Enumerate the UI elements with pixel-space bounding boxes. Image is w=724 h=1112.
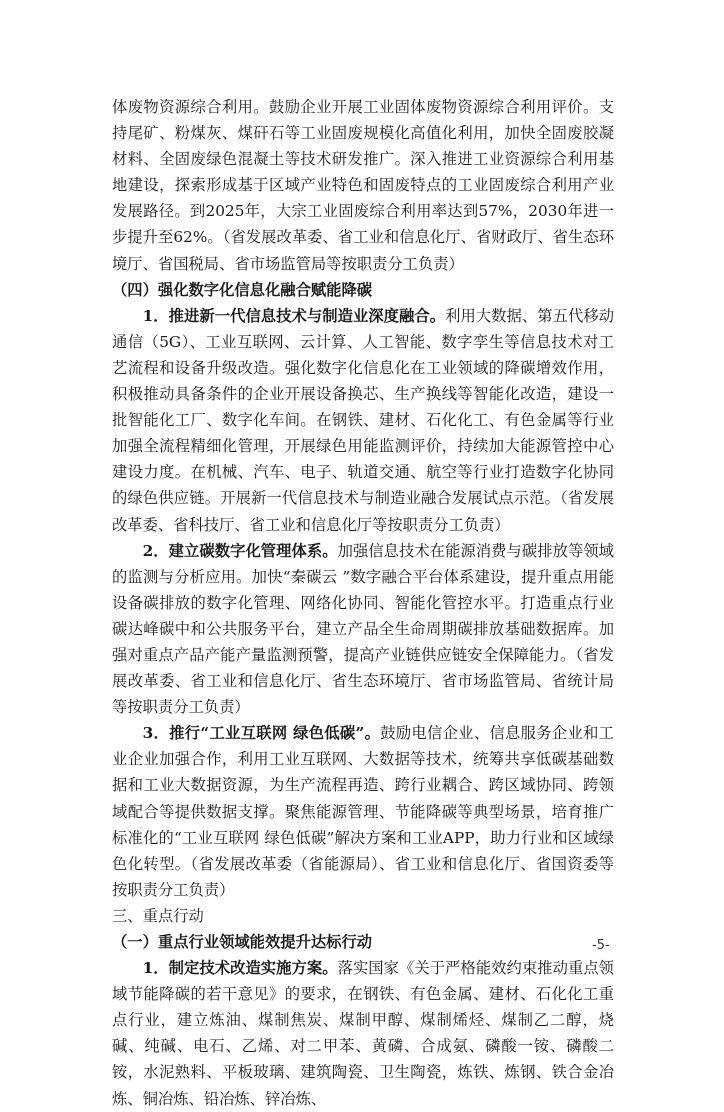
item-3-paragraph [112,720,614,903]
item-3-lead: 3．推行“工业互联网 绿色低碳”。 [142,724,381,743]
item-2-text: 加强信息技术在能源消费与碳排放等领域的监测与分析应用。加快“秦碳云 ”数字融合平台体系建设，提升重点用能设备碳排放的数字化管理、网络化协同、智能化管控水平。打造重点行业碳达峰碳中和公共服务平台，建立产品全生命周期碳排放基础数据库。加强对重点产品产能产量监测预警，提高产业链供应链安全保障能力。（省发展改革委、省工业和信息化厅、省生态环境厅、省市场监管局、省统计局等按职责分工负责） [112,541,614,717]
subsection-1-heading: （一）重点行业领域能效提升达标行动 [112,933,373,951]
item-2-lead: 2．建立碳数字化管理体系。 [142,541,338,560]
document-body [112,94,614,1112]
item-1b-lead: 1．制定技术改造实施方案。 [142,959,338,978]
item-1-paragraph [112,303,614,538]
item-3-text: 鼓励电信企业、信息服务企业和工业企业加强合作，利用工业互联网、大数据等技术，统筹共享低碳基础数据和工业大数据资源，为生产流程再造、跨行业耦合、跨区域协同、跨领域配合等提供数据支撑。聚焦能源管理、节能降碳等典型场景，培育推广标准化的“工业互联网 绿色低碳”解决方案和工业APP，助力行业和区域绿色化转型。（省发展改革委（省能源局）、省工业和信息化厅、省国资委等按职责分工负责） [112,724,614,899]
item-1b-paragraph [112,955,614,1112]
item-2-paragraph [112,538,614,721]
section-3-heading: 三、重点行动 [112,906,204,925]
continued-paragraph: 体废物资源综合利用。鼓励企业开展工业固体废物资源综合利用评价。支持尾矿、粉煤灰、煤矸石等工业固废规模化高值化利用，加快全固废胶凝材料、全固废绿色混凝土等技术研发推广。深入推进工业资源综合利用基地建设，探索形成基于区域产业特色和固废特点的工业固废综合利用产业发展路径。到2025年，大宗工业固废综合利用率达到57%，2030年进一步提升至62%。（省发展改革委、省工业和信息化厅、省财政厅、省生态环境厅、省国税局、省市场监管局等按职责分工负责） [112,98,614,273]
item-1-lead: 1．推进新一代信息技术与制造业深度融合。 [142,306,446,325]
item-1b-text: 落实国家《关于严格能效约束推动重点领域节能降碳的若干意见》的要求，在钢铁、有色金属、建材、石化化工重点行业，建立炼油、煤制焦炭、煤制甲醇、煤制烯烃、煤制乙二醇，烧碱、纯碱、电石、乙烯、对二甲苯、黄磷、合成氨、磷酸一铵、磷酸二铵，水泥熟料、平板玻璃、建筑陶瓷、卫生陶瓷，炼铁、炼钢、铁合金冶炼、铜冶炼、铅冶炼、锌冶炼、 [112,959,614,1108]
page-number: -5- [592,938,610,953]
item-1-text: 利用大数据、第五代移动通信（5G）、工业互联网、云计算、人工智能、数字孪生等信息技术对工艺流程和设备升级改造。强化数字化信息化在工业领域的降碳增效作用，积极推动具备条件的企业开展设备换芯、生产换线等智能化改造，建设一批智能化工厂、数字化车间。在钢铁、建材、石化化工、有色金属等行业加强全流程精细化管理，开展绿色用能监测评价，持续加大能源管控中心建设力度。在机械、汽车、电子、轨道交通、航空等行业打造数字化协同的绿色供应链。开展新一代信息技术与制造业融合发展试点示范。（省发展改革委、省科技厅、省工业和信息化厅等按职责分工负责） [112,306,614,534]
subsection-4-heading: （四）强化数字化信息化融合赋能降碳 [112,280,373,299]
